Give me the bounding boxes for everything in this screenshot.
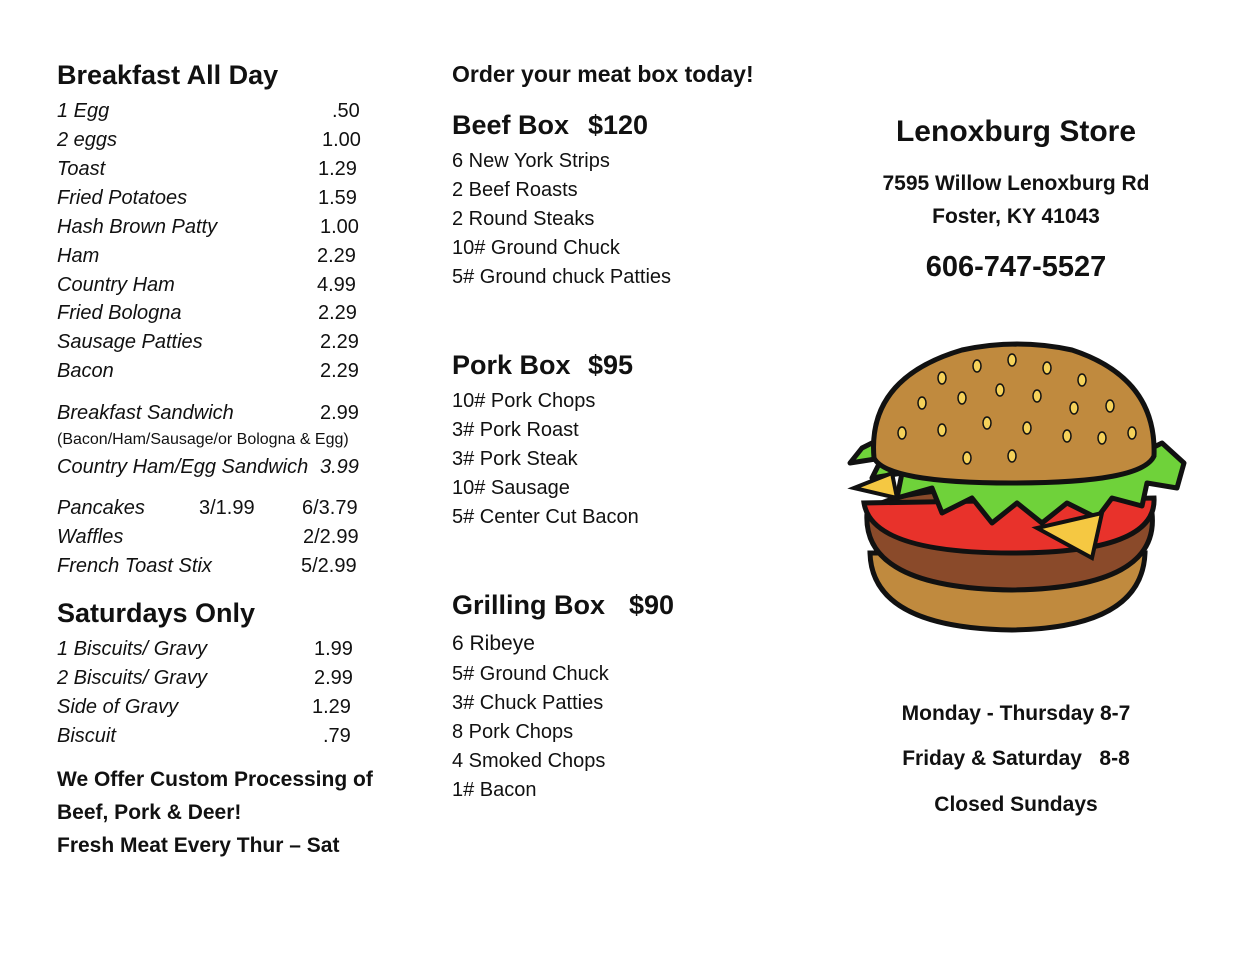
box-item: 5# Ground Chuck [452, 663, 609, 685]
hours-line: Friday & Saturday 8-8 [902, 747, 1130, 770]
box-item: 10# Pork Chops [452, 390, 596, 412]
menu-item: Waffles [57, 526, 124, 548]
burger-illustration [842, 338, 1192, 638]
store-name: Lenoxburg Store [895, 115, 1136, 148]
menu-item: Biscuit [57, 725, 116, 747]
menu-price: 3.99 [320, 456, 359, 478]
box-price: $120 [588, 110, 649, 140]
box-title: Grilling Box [452, 590, 606, 620]
box-price: $95 [588, 350, 634, 380]
menu-price: 2.29 [320, 360, 359, 382]
menu-price: 1.99 [314, 638, 353, 660]
store-phone: 606-747-5527 [925, 251, 1107, 283]
menu-price: 5/2.99 [301, 555, 357, 577]
box-item: 4 Smoked Chops [452, 750, 606, 772]
menu-price: 2.29 [320, 331, 359, 353]
menu-item: Breakfast Sandwich [57, 402, 234, 424]
menu-item: Side of Gravy [57, 696, 179, 718]
menu-item: Fried Bologna [57, 302, 182, 324]
menu-item: Ham [57, 245, 100, 267]
menu-item: 2 Biscuits/ Gravy [57, 667, 208, 689]
box-item: 5# Center Cut Bacon [452, 506, 639, 528]
box-title: Pork Box [452, 350, 571, 380]
menu-price: 2.29 [317, 245, 356, 267]
menu-price: 6/3.79 [302, 497, 358, 519]
processing-line: We Offer Custom Processing of [57, 768, 373, 791]
menu-item: Country Ham/Egg Sandwich [57, 456, 309, 478]
menu-price: 2/2.99 [303, 526, 359, 548]
breakfast-title: Breakfast All Day [57, 60, 279, 90]
menu-item: 1 Biscuits/ Gravy [57, 638, 208, 660]
menu-price: 1.59 [318, 187, 357, 209]
menu-item: Pancakes [57, 497, 145, 519]
menu-item: Bacon [57, 360, 114, 382]
box-item: 8 Pork Chops [452, 721, 574, 743]
store-address-line1: 7595 Willow Lenoxburg Rd [882, 172, 1150, 195]
box-item: 2 Round Steaks [452, 208, 595, 230]
hours-line: Monday - Thursday 8-7 [901, 702, 1131, 725]
menu-price: 2.99 [314, 667, 353, 689]
box-item: 10# Sausage [452, 477, 570, 499]
menu-item: Toast [57, 158, 106, 180]
box-item: 3# Chuck Patties [452, 692, 604, 714]
box-item: 2 Beef Roasts [452, 179, 578, 201]
menu-item: Hash Brown Patty [57, 216, 218, 238]
saturdays-title: Saturdays Only [57, 598, 256, 628]
meat-headline: Order your meat box today! [452, 61, 754, 87]
menu-price: 2.99 [320, 402, 359, 424]
menu-price: 1.29 [318, 158, 357, 180]
processing-line: Fresh Meat Every Thur – Sat [57, 834, 340, 857]
box-item: 3# Pork Roast [452, 419, 579, 441]
box-item: 10# Ground Chuck [452, 237, 620, 259]
menu-item: 1 Egg [57, 100, 110, 122]
store-address-line2: Foster, KY 41043 [932, 205, 1100, 228]
menu-note: (Bacon/Ham/Sausage/or Bologna & Egg) [57, 431, 349, 448]
menu-item: 2 eggs [57, 129, 118, 151]
menu-price: 3/1.99 [199, 497, 255, 519]
box-item: 5# Ground chuck Patties [452, 266, 672, 288]
menu-price: 2.29 [318, 302, 357, 324]
menu-price: 4.99 [317, 274, 356, 296]
menu-item: Country Ham [57, 274, 175, 296]
box-title: Beef Box [452, 110, 570, 140]
box-item: 6 New York Strips [452, 150, 610, 172]
menu-item: Fried Potatoes [57, 187, 188, 209]
box-price: $90 [629, 590, 675, 620]
processing-line: Beef, Pork & Deer! [57, 801, 242, 824]
menu-item: French Toast Stix [57, 555, 212, 577]
menu-item: Sausage Patties [57, 331, 203, 353]
box-item: 1# Bacon [452, 779, 537, 801]
menu-price: .79 [323, 725, 351, 747]
menu-price: 1.29 [312, 696, 351, 718]
menu-price: .50 [332, 100, 360, 122]
box-item: 6 Ribeye [452, 632, 535, 655]
menu-price: 1.00 [320, 216, 359, 238]
hours-line: Closed Sundays [934, 793, 1098, 816]
menu-price: 1.00 [322, 129, 361, 151]
box-item: 3# Pork Steak [452, 448, 578, 470]
